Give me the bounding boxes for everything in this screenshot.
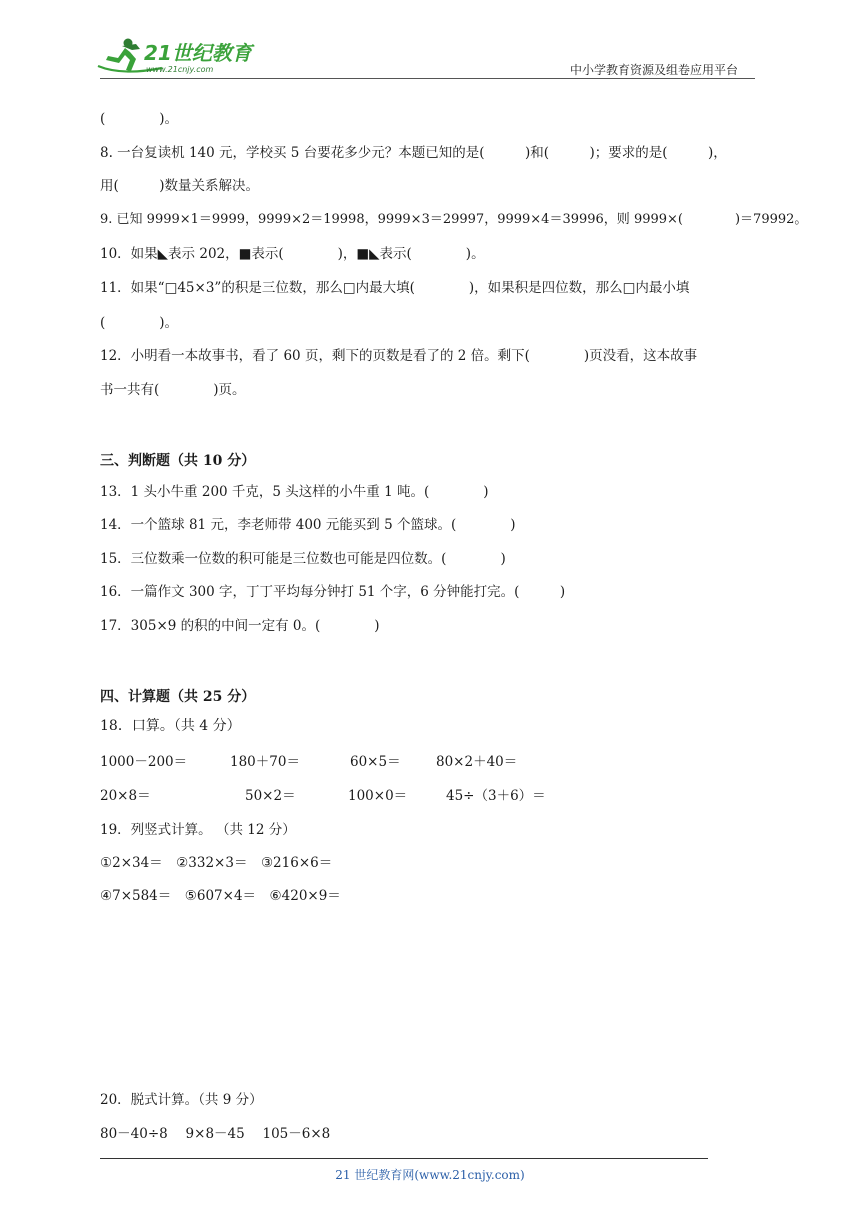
question-13: 13．1 头小牛重 200 千克，5 头这样的小牛重 1 吨。( ) (100, 484, 489, 500)
question-17: 17．305×9 的积的中间一定有 0。( ) (100, 618, 380, 634)
oral-calc-1: 1000－200＝ (100, 754, 188, 770)
oral-calc-4: 80×2＋40＝ (436, 754, 518, 770)
header-platform-text: 中小学教育资源及组卷应用平台 (570, 63, 739, 77)
question-16: 16．一篇作文 300 字，丁丁平均每分钟打 51 个字，6 分钟能打完。( ) (100, 584, 566, 600)
site-logo (92, 36, 262, 80)
oral-calc-8: 45÷（3＋6）＝ (446, 788, 546, 804)
question-10: 10．如果◣表示 202，■表示( )，■◣表示( )。 (100, 246, 485, 262)
oral-calc-7: 100×0＝ (348, 788, 408, 804)
question-18-text: 18．口算。（共 4 分） (100, 718, 241, 734)
question-11-line-2: ( )。 (100, 315, 179, 331)
question-11-line-1: 11．如果“□45×3”的积是三位数，那么□内最大填( )，如果积是四位数，那么□内最小填 (100, 280, 690, 296)
question-8-line-1: 8. 一台复读机 140 元，学校买 5 台要花多少元？本题已知的是( )和( )；要求的是( )， (100, 145, 727, 161)
vertical-calc-row-2: ④7×584＝ ⑤607×4＝ ⑥420×9＝ (100, 888, 341, 904)
question-14: 14．一个篮球 81 元，李老师带 400 元能买到 5 个篮球。( ) (100, 517, 516, 533)
footer-link[interactable]: 21 世纪教育网(www.21cnjy.com) (335, 1168, 525, 1182)
question-9: 9. 已知 9999×1＝9999，9999×2＝19998，9999×3＝29997，9999×4＝39996，则 9999×( )＝79992。 (100, 212, 808, 227)
oral-calc-6: 50×2＝ (245, 788, 296, 804)
question-12-line-1: 12．小明看一本故事书，看了 60 页，剩下的页数是看了的 2 倍。剩下( )页没看，这本故事 (100, 348, 698, 364)
q7-continuation: ( )。 (100, 111, 179, 127)
question-18 (100, 715, 241, 735)
vertical-calc-row-1: ①2×34＝ ②332×3＝ ③216×6＝ (100, 855, 333, 871)
step-calc-items: 80－40÷8 9×8－45 105－6×8 (100, 1126, 331, 1142)
oral-calc-5: 20×8＝ (100, 788, 151, 804)
footer-divider (100, 1158, 708, 1159)
question-12-line-2: 书一共有( )页。 (100, 382, 246, 398)
oral-calc-3: 60×5＝ (350, 754, 401, 770)
oral-calc-2: 180＋70＝ (230, 754, 300, 770)
question-19: 19．列竖式计算。 （共 12 分） (100, 822, 296, 838)
question-20: 20．脱式计算。（共 9 分） (100, 1092, 263, 1108)
section-4-title: 四、计算题（共 25 分） (100, 689, 256, 705)
question-8-line-2: 用( )数量关系解决。 (100, 178, 260, 194)
logo-url: www.21cnjy.com (146, 65, 214, 74)
header-divider (100, 78, 755, 79)
question-15: 15．三位数乘一位数的积可能是三位数也可能是四位数。( ) (100, 551, 506, 567)
logo-text: 21世纪教育 (144, 41, 252, 65)
section-3-title: 三、判断题（共 10 分） (100, 453, 256, 469)
